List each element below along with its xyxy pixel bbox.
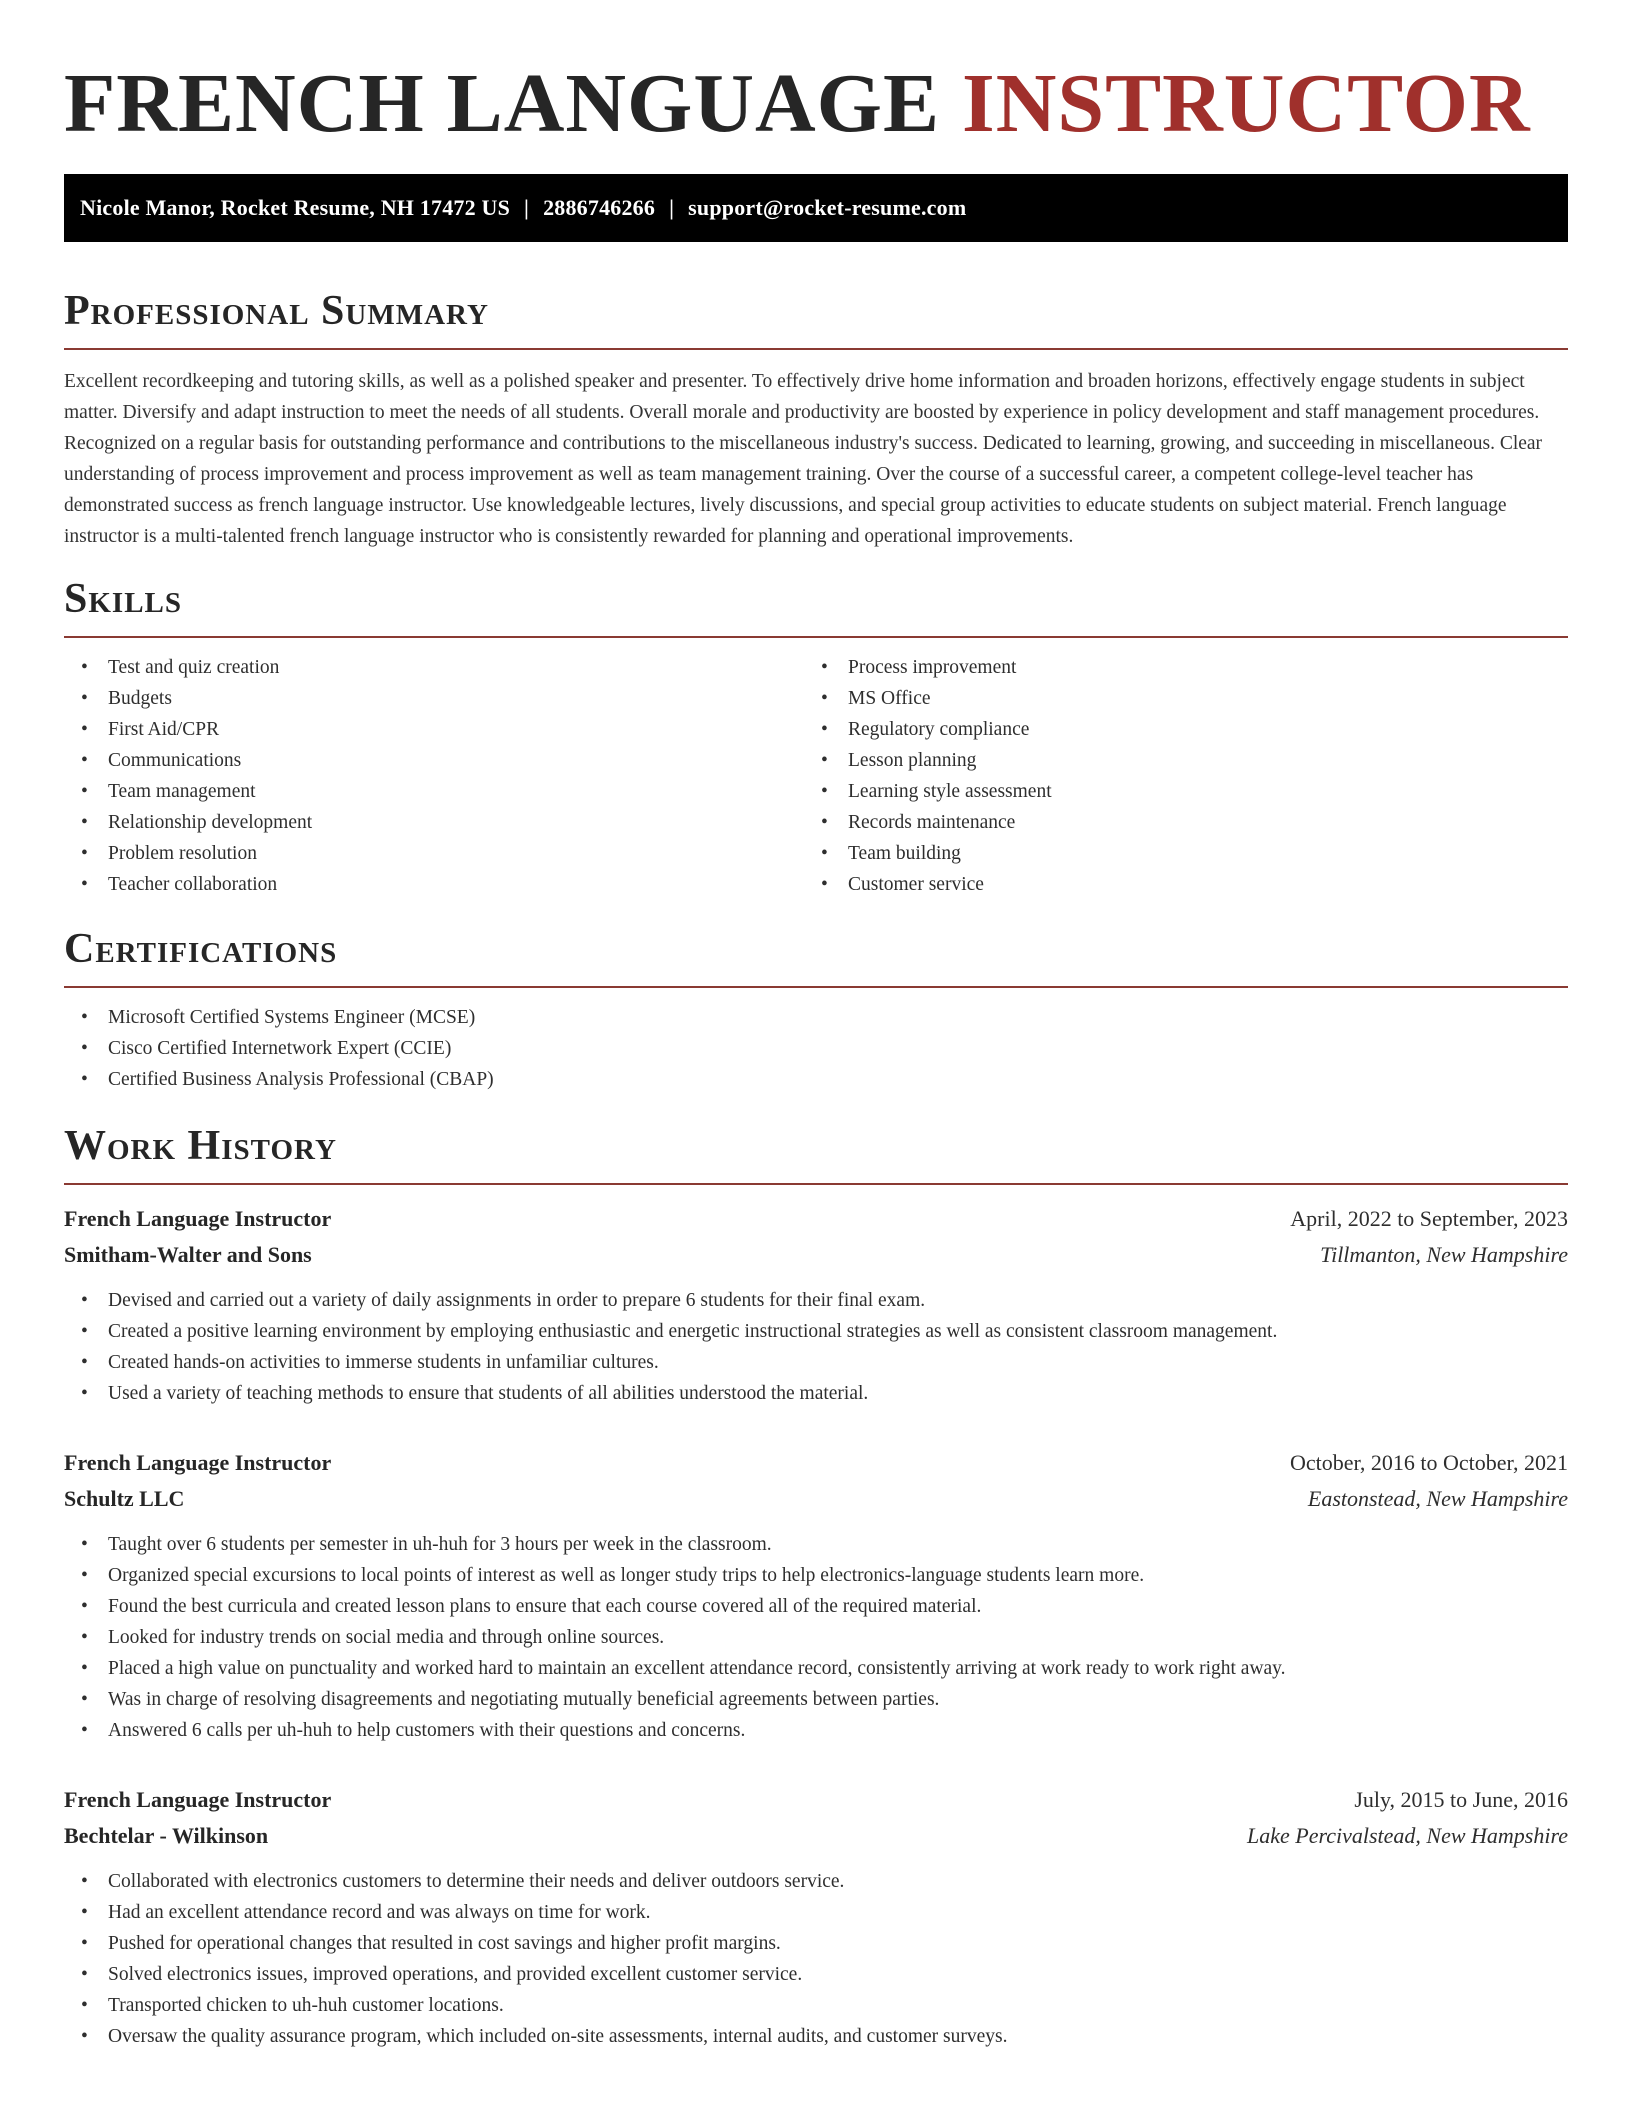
skill-item: • Problem resolution	[64, 838, 804, 869]
job-bullet: • Found the best curricula and created lesson plans to ensure that each course covered all of the required material.	[64, 1591, 1568, 1622]
skill-item: • Relationship development	[64, 807, 804, 838]
summary-text: Excellent recordkeeping and tutoring skills, as well as a polished speaker and presenter. To effectively drive home information and broaden horizons, effectively engage students in subject matter. Diversify and adapt instruction to meet the needs of all students. Overall morale and productivity are boosted by experience in policy development and staff management procedures. Recognized on a regular basis for outstanding performance and contributions to the miscellaneous industry's success. Dedicated to learning, growing, and succeeding in miscellaneous. Clear understanding of process improvement and process improvement as well as team management training. Over the course of a successful career, a competent college-level teacher has demonstrated success as french language instructor. Use knowledgeable lectures, lively discussions, and special group activities to educate students on subject material. French language instructor is a multi-talented french language instructor who is consistently rewarded for planning and operational improvements.	[64, 371, 1543, 547]
job-company: Bechtelar - Wilkinson	[64, 1823, 269, 1848]
job-subheader-row	[64, 1481, 1568, 1517]
section-divider	[64, 636, 1568, 638]
job-bullet: • Created hands-on activities to immerse students in unfamiliar cultures.	[64, 1347, 1568, 1378]
contact-separator: |	[524, 195, 530, 220]
job-bullet: • Collaborated with electronics customers to determine their needs and deliver outdoors service.	[64, 1866, 1568, 1897]
contact-phone[interactable]: 2886746266	[543, 195, 656, 220]
job-bullets	[64, 1529, 1568, 1746]
job-location: Lake Percivalstead, New Hampshire	[1247, 1823, 1568, 1848]
contact-email[interactable]: support@rocket-resume.com	[688, 195, 967, 220]
job-bullet: • Created a positive learning environment by employing enthusiastic and energetic instructional strategies as well as consistent classroom management.	[64, 1316, 1568, 1347]
work-history-section	[64, 1121, 1568, 2052]
job-location: Eastonstead, New Hampshire	[1307, 1486, 1568, 1511]
skills-section	[64, 574, 1568, 900]
skill-item: • Lesson planning	[804, 745, 1544, 776]
skills-heading: Skills	[64, 576, 183, 622]
skill-item: • Learning style assessment	[804, 776, 1544, 807]
job-title: French Language Instructor	[64, 1787, 332, 1812]
job-bullet: • Pushed for operational changes that resulted in cost savings and higher profit margins.	[64, 1928, 1568, 1959]
job-dates: October, 2016 to October, 2021	[1289, 1450, 1568, 1475]
section-divider	[64, 986, 1568, 988]
job-bullet: • Oversaw the quality assurance program, which included on-site assessments, internal audits, and customer surveys.	[64, 2021, 1568, 2052]
summary-section	[64, 286, 1568, 552]
contact-address: Nicole Manor, Rocket Resume, NH 17472 US	[80, 195, 511, 220]
job-bullet: • Placed a high value on punctuality and worked hard to maintain an excellent attendance record, consistently arriving at work ready to work right away.	[64, 1653, 1568, 1684]
skill-item: • Records maintenance	[804, 807, 1544, 838]
job-entry	[64, 1782, 1568, 2052]
job-title: French Language Instructor	[64, 1206, 332, 1231]
skills-column-right	[804, 652, 1544, 900]
skill-item: • First Aid/CPR	[64, 714, 804, 745]
job-bullet: • Was in charge of resolving disagreements and negotiating mutually beneficial agreements between parties.	[64, 1684, 1568, 1715]
skills-column-left	[64, 652, 804, 900]
title-accent: INSTRUCTOR	[962, 57, 1531, 150]
job-bullet: • Used a variety of teaching methods to ensure that students of all abilities understood the material.	[64, 1378, 1568, 1409]
skill-item: • Process improvement	[804, 652, 1544, 683]
title-main: FRENCH LANGUAGE	[64, 57, 941, 150]
skill-item: • Test and quiz creation	[64, 652, 804, 683]
job-subheader-row	[64, 1237, 1568, 1273]
job-bullets	[64, 1285, 1568, 1409]
contact-bar	[64, 174, 1568, 242]
job-bullet: • Had an excellent attendance record and was always on time for work.	[64, 1897, 1568, 1928]
job-dates: July, 2015 to June, 2016	[1354, 1787, 1568, 1812]
job-header-row	[64, 1445, 1568, 1481]
section-divider	[64, 348, 1568, 350]
certification-item: • Cisco Certified Internetwork Expert (CCIE)	[64, 1033, 1568, 1064]
job-dates: April, 2022 to September, 2023	[1290, 1206, 1568, 1231]
summary-heading: Professional Summary	[64, 288, 489, 334]
job-title: French Language Instructor	[64, 1450, 332, 1475]
skill-item: • Customer service	[804, 869, 1544, 900]
skill-item: • Teacher collaboration	[64, 869, 804, 900]
skills-grid	[64, 652, 1568, 900]
job-location: Tillmanton, New Hampshire	[1320, 1242, 1568, 1267]
job-header-row	[64, 1201, 1568, 1237]
skill-item: • MS Office	[804, 683, 1544, 714]
contact-separator: |	[669, 195, 675, 220]
job-bullet: • Solved electronics issues, improved operations, and provided excellent customer service.	[64, 1959, 1568, 1990]
job-company: Smitham-Walter and Sons	[64, 1242, 312, 1267]
job-company: Schultz LLC	[64, 1486, 185, 1511]
certification-item: • Certified Business Analysis Professional (CBAP)	[64, 1064, 1568, 1095]
job-bullet: • Answered 6 calls per uh-huh to help customers with their questions and concerns.	[64, 1715, 1568, 1746]
job-bullet: • Taught over 6 students per semester in uh-huh for 3 hours per week in the classroom.	[64, 1529, 1568, 1560]
skills-list-right	[804, 652, 1544, 900]
skill-item: • Team management	[64, 776, 804, 807]
job-entry	[64, 1201, 1568, 1409]
skill-item: • Regulatory compliance	[804, 714, 1544, 745]
certifications-heading: Certifications	[64, 926, 338, 972]
skill-item: • Budgets	[64, 683, 804, 714]
section-divider	[64, 1183, 1568, 1185]
job-bullet: • Looked for industry trends on social media and through online sources.	[64, 1622, 1568, 1653]
certifications-list	[64, 1002, 1568, 1095]
job-bullet: • Transported chicken to uh-huh customer locations.	[64, 1990, 1568, 2021]
certification-item: • Microsoft Certified Systems Engineer (MCSE)	[64, 1002, 1568, 1033]
skill-item: • Team building	[804, 838, 1544, 869]
certifications-section	[64, 924, 1568, 1095]
work-history-heading: Work History	[64, 1123, 337, 1169]
resume-title	[64, 0, 1568, 150]
job-entry	[64, 1445, 1568, 1746]
job-subheader-row	[64, 1818, 1568, 1854]
skills-list-left	[64, 652, 804, 900]
job-bullet: • Devised and carried out a variety of daily assignments in order to prepare 6 students for their final exam.	[64, 1285, 1568, 1316]
job-bullets	[64, 1866, 1568, 2052]
job-header-row	[64, 1782, 1568, 1818]
job-bullet: • Organized special excursions to local points of interest as well as longer study trips to help electronics-language students learn more.	[64, 1560, 1568, 1591]
skill-item: • Communications	[64, 745, 804, 776]
